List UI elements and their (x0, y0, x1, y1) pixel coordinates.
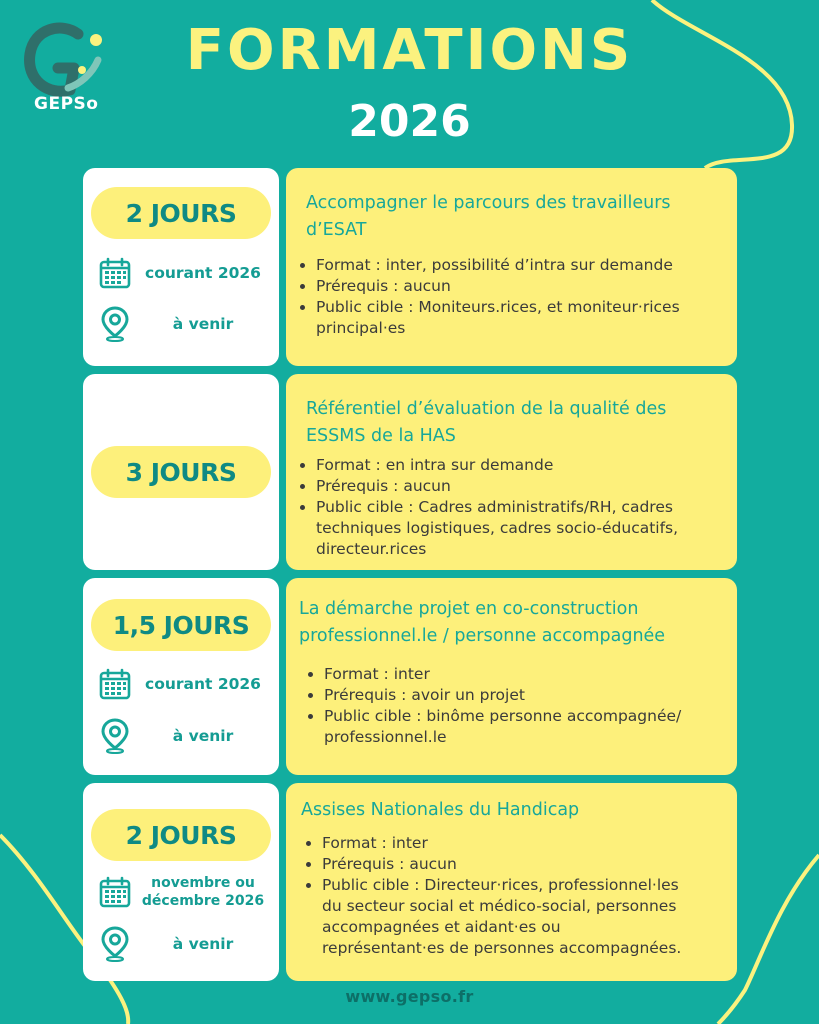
card-info-panel (83, 168, 279, 366)
card-info-panel (83, 374, 279, 570)
formation-title (306, 190, 725, 244)
page-year: 2026 (348, 96, 471, 147)
prerequis-item: • Prérequis : aucun (316, 276, 731, 297)
title-line: Assises Nationales du Handicap (301, 800, 580, 820)
card-info-panel (83, 578, 279, 775)
location-pin-icon (97, 718, 133, 754)
title-line: professionnel.le / personne accompagnée (299, 626, 666, 646)
dotted-separator (281, 380, 284, 564)
formation-details (302, 664, 731, 748)
title-line: d’ESAT (306, 220, 367, 240)
calendar-icon (97, 668, 133, 700)
duration-badge: 3 JOURS (91, 446, 271, 498)
title-line: Accompagner le parcours des travailleurs (306, 193, 671, 213)
location-text: à venir (172, 726, 234, 745)
calendar-icon (97, 257, 133, 289)
location-pin-icon (97, 306, 133, 342)
duration-badge: 2 JOURS (91, 809, 271, 861)
title-line: La démarche projet en co-construction (299, 599, 639, 619)
formation-title (301, 797, 725, 824)
card-content-panel (286, 783, 737, 981)
formation-card-4 (83, 783, 737, 981)
format-item: • Format : inter (322, 833, 731, 854)
prerequis-item: • Prérequis : aucun (316, 476, 731, 497)
prerequis-item: • Prérequis : avoir un projet (324, 685, 731, 706)
public-item: • Public cible : Moniteurs.rices, et moniteur·rices principal·es (316, 297, 731, 339)
title-line: ESSMS de la HAS (306, 426, 456, 446)
public-item: • Public cible : binôme personne accompagnée/ professionnel.le (324, 706, 731, 748)
duration-badge: 1,5 JOURS (91, 599, 271, 651)
prerequis-item: • Prérequis : aucun (322, 854, 731, 875)
format-item: • Format : en intra sur demande (316, 455, 731, 476)
logo-text: GEPSo (34, 94, 99, 114)
format-item: • Format : inter, possibilité d’intra sur demande (316, 255, 731, 276)
format-item: • Format : inter (324, 664, 731, 685)
formation-title (306, 396, 725, 450)
formation-card-2 (83, 374, 737, 570)
page-title: FORMATIONS (185, 18, 634, 83)
formation-details (294, 455, 731, 560)
formation-card-1 (83, 168, 737, 366)
dotted-separator (281, 584, 284, 769)
formation-details (300, 833, 731, 959)
formation-card-3 (83, 578, 737, 775)
card-content-panel (286, 168, 737, 366)
location-row (97, 926, 273, 962)
location-pin-icon (97, 926, 133, 962)
public-item: • Public cible : Cadres administratifs/RH, cadres techniques logistiques, cadres socio-éducatifs, directeur.rices (316, 497, 731, 560)
public-item: • Public cible : Directeur·rices, professionnel·les du secteur social et médico-social, personnes accompagnées et aidant·es ou représentant·es de personnes accompagnées. (322, 875, 731, 959)
card-content-panel (286, 578, 737, 775)
card-info-panel (83, 783, 279, 981)
location-row (97, 306, 273, 342)
date-row (97, 667, 273, 701)
date-row (97, 873, 273, 911)
dotted-separator (281, 174, 284, 360)
card-content-panel (286, 374, 737, 570)
date-text: courant 2026 (145, 263, 261, 282)
location-text: à venir (172, 934, 234, 953)
title-line: Référentiel d’évaluation de la qualité des (306, 399, 667, 419)
location-text: à venir (172, 314, 234, 333)
location-row (97, 718, 273, 754)
calendar-icon (97, 876, 133, 908)
website-link[interactable]: www.gepso.fr (345, 987, 474, 1006)
date-row (97, 256, 273, 290)
formation-title (299, 596, 725, 650)
formation-details (294, 255, 731, 339)
date-text: novembre ou décembre 2026 (141, 875, 265, 909)
duration-badge: 2 JOURS (91, 187, 271, 239)
date-text: courant 2026 (145, 674, 261, 693)
dotted-separator (281, 789, 284, 975)
